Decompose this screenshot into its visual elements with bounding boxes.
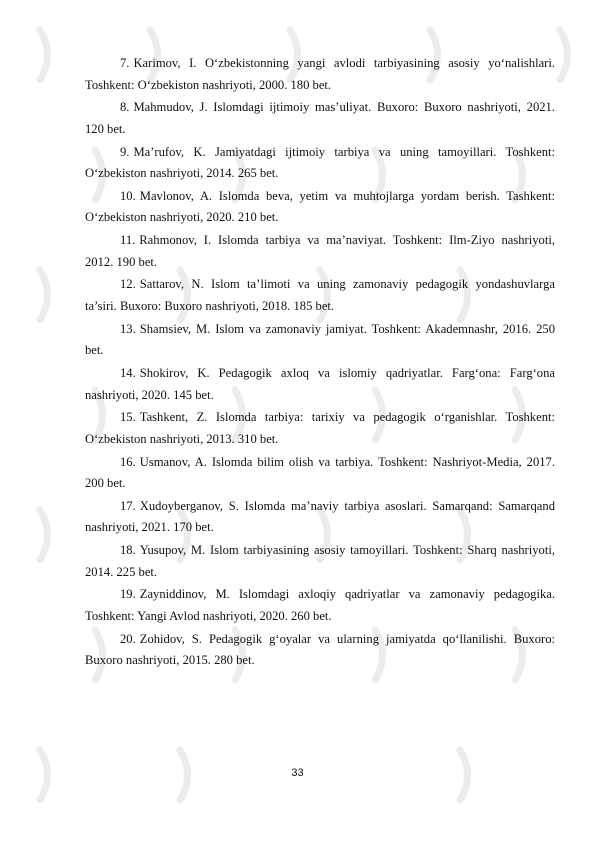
reference-number: 14. <box>120 365 136 380</box>
reference-item <box>85 407 555 450</box>
reference-text: Tashkent, Z. Islomda tarbiya: tarixiy va pedagogik o‘rganishlar. Toshkent: O‘zbekiston nashriyoti, 2013. 310 bet. <box>85 410 555 446</box>
reference-item <box>85 274 555 317</box>
reference-text: Ma’rufov, K. Jamiyatdagi ijtimoiy tarbiya va uning tamoyillari. Toshkent: O‘zbekiston nashriyoti, 2014. 265 bet. <box>85 144 555 181</box>
reference-item <box>85 186 555 229</box>
reference-text: Xudoyberganov, S. Islomda ma’naviy tarbiya asoslari. Samarqand: Samarqand nashriyoti, 2021. 170 bet. <box>85 498 555 535</box>
reference-number: 16. <box>120 454 136 469</box>
reference-number: 11. <box>120 233 136 248</box>
reference-item <box>85 363 555 406</box>
reference-number: 7. <box>120 56 130 70</box>
reference-text: Rahmonov, I. Islomda tarbiya va ma’naviyat. Toshkent: Ilm-Ziyo nashriyoti, 2012. 190 bet. <box>85 233 555 269</box>
reference-text: Usmanov, A. Islomda bilim olish va tarbiya. Toshkent: Nashriyot-Media, 2017. 200 bet. <box>85 454 555 491</box>
reference-number: 10. <box>120 188 136 203</box>
reference-number: 19. <box>120 587 136 602</box>
reference-item <box>85 142 555 185</box>
reference-text: Mahmudov, J. Islomdagi ijtimoiy mas’uliyat. Buxoro: Buxoro nashriyoti, 2021. 120 bet. <box>85 100 555 136</box>
reference-text: Zohidov, S. Pedagogik g‘oyalar va ularning jamiyatda qo‘llanilishi. Buxoro: Buxoro nashriyoti, 2015. 280 bet. <box>85 631 555 668</box>
reference-item <box>85 319 555 362</box>
reference-number: 8. <box>120 100 130 115</box>
reference-text: Sattarov, N. Islom ta’limoti va uning zamonaviy pedagogik yondashuvlarga ta’siri. Buxoro: Buxoro nashriyoti, 2018. 185 bet. <box>85 277 555 313</box>
page-number: 33 <box>291 767 304 779</box>
reference-number: 13. <box>120 321 136 336</box>
reference-item <box>85 584 555 627</box>
reference-text: Karimov, I. O‘zbekistonning yangi avlodi tarbiyasining asosiy yo‘nalishlari. Toshkent: O‘zbekiston nashriyoti, 2000. 180 bet. <box>85 56 555 92</box>
reference-item <box>85 540 555 583</box>
reference-number: 12. <box>120 277 136 292</box>
reference-text: Yusupov, M. Islom tarbiyasining asosiy tamoyillari. Toshkent: Sharq nashriyoti, 2014. 225 bet. <box>85 543 555 579</box>
reference-number: 17. <box>120 498 136 513</box>
reference-item <box>85 496 555 539</box>
reference-number: 9. <box>120 144 130 159</box>
reference-item <box>85 452 555 495</box>
reference-text: Shamsiev, M. Islom va zamonaviy jamiyat. Toshkent: Akademnashr, 2016. 250 bet. <box>85 321 555 358</box>
reference-text: Zayniddinov, M. Islomdagi axloqiy qadriyatlar va zamonaviy pedagogika. Toshkent: Yangi Avlod nashriyoti, 2020. 260 bet. <box>85 587 555 623</box>
reference-list <box>85 53 555 673</box>
reference-item <box>85 97 555 140</box>
reference-item <box>85 53 555 96</box>
reference-item <box>85 629 555 672</box>
reference-number: 20. <box>120 631 136 646</box>
reference-text: Mavlonov, A. Islomda beva, yetim va muhtojlarga yordam berish. Tashkent: O‘zbekiston nashriyoti, 2020. 210 bet. <box>85 188 555 225</box>
reference-text: Shokirov, K. Pedagogik axloq va islomiy qadriyatlar. Farg‘ona: Farg‘ona nashriyoti, 2020. 145 bet. <box>85 365 555 402</box>
reference-number: 15. <box>120 410 136 425</box>
reference-item <box>85 230 555 273</box>
reference-number: 18. <box>120 543 136 558</box>
